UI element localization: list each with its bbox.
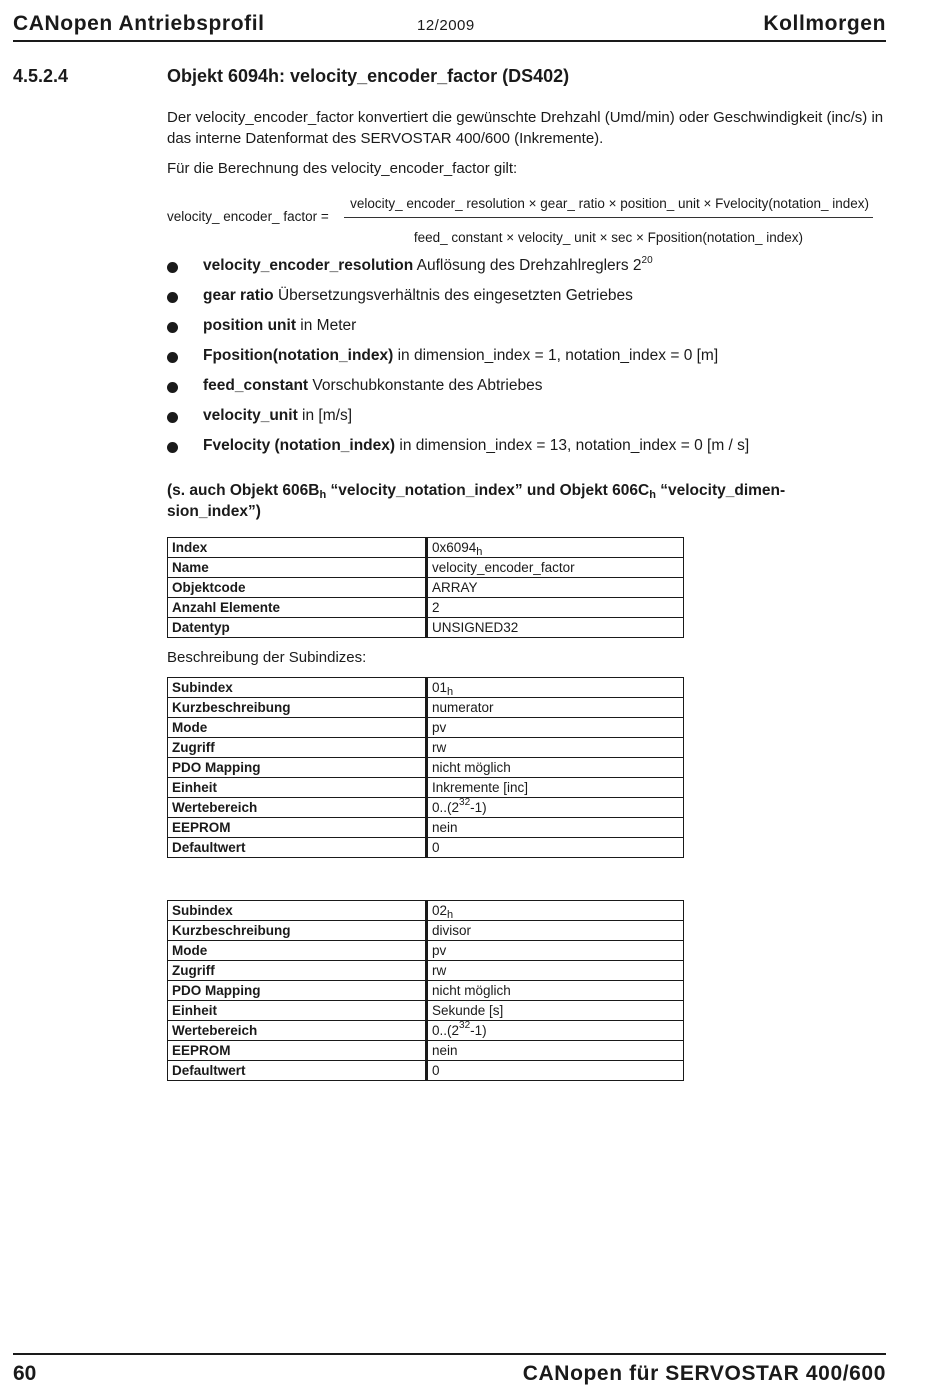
row-key: PDO Mapping	[168, 981, 427, 1001]
row-key: Zugriff	[168, 961, 427, 981]
row-value	[427, 798, 684, 818]
value-text: pv	[432, 943, 447, 958]
row-key: Wertebereich	[168, 798, 427, 818]
subindex-description: Beschreibung der Subindizes:	[167, 649, 367, 666]
table-row	[168, 1021, 684, 1041]
row-key: EEPROM	[168, 1041, 427, 1061]
value-text: nicht möglich	[432, 983, 511, 998]
footer-title: CANopen für SERVOSTAR 400/600	[522, 1362, 886, 1385]
value-text: 02	[432, 903, 448, 918]
value-text: 01	[432, 680, 448, 695]
value-text: 0	[432, 1063, 440, 1078]
table-row	[168, 901, 684, 921]
row-value	[427, 758, 684, 778]
table-row	[168, 698, 684, 718]
row-value	[427, 838, 684, 858]
row-key: Einheit	[168, 1001, 427, 1021]
value-text: Inkremente [inc]	[432, 780, 529, 795]
reference-note	[167, 480, 847, 522]
table-row	[168, 678, 684, 698]
table-row	[168, 1041, 684, 1061]
row-value	[427, 1061, 684, 1081]
note-hex-marker: h	[649, 489, 656, 501]
subindex-02-table	[167, 900, 684, 1081]
bullet-text: in dimension_index = 1, notation_index = 0 [m]	[393, 347, 719, 364]
row-value	[427, 818, 684, 838]
bullet-exponent: 20	[641, 255, 653, 266]
table-row	[168, 578, 684, 598]
row-value	[427, 921, 684, 941]
section-number: 4.5.2.4	[13, 66, 69, 86]
row-key: Einheit	[168, 778, 427, 798]
fraction-bar	[344, 217, 873, 218]
row-value	[427, 678, 684, 698]
row-value	[427, 558, 684, 578]
formula-numerator: velocity_ encoder_ resolution × gear_ ratio × position_ unit × Fvelocity(notation_ index)	[350, 196, 869, 211]
hex-marker: h	[447, 686, 454, 698]
hex-marker: h	[447, 909, 454, 921]
page-footer	[13, 1353, 886, 1395]
table-row	[168, 1001, 684, 1021]
row-key: Wertebereich	[168, 1021, 427, 1041]
note-text: “velocity_notation_index” und Objekt 606C	[326, 482, 650, 499]
value-tail: -1)	[470, 800, 487, 815]
value-text: rw	[432, 740, 447, 755]
value-text: nein	[432, 1043, 458, 1058]
value-text: 0..(2	[432, 800, 460, 815]
calculation-intro: Für die Berechnung des velocity_encoder_factor gilt:	[167, 160, 518, 177]
note-text: “velocity_dimen-sion_index”)	[167, 482, 786, 520]
table-row	[168, 598, 684, 618]
value-text: Sekunde [s]	[432, 1003, 504, 1018]
bullet-term: velocity_encoder_resolution	[203, 257, 414, 274]
page-number: 60	[13, 1362, 37, 1385]
bullet-term: Fvelocity (notation_index)	[203, 437, 396, 454]
formula-lhs: velocity_ encoder_ factor =	[167, 209, 329, 224]
table-row	[168, 618, 684, 638]
subindex-01-table	[167, 677, 684, 858]
intro-paragraph: Der velocity_encoder_factor konvertiert die gewünschte Drehzahl (Umd/min) oder Geschwindigkeit (inc/s) in das interne Datenformat des SERVOSTAR 400/600 (Inkremente).	[167, 109, 884, 147]
value-text: 0	[432, 840, 440, 855]
value-text: nein	[432, 820, 458, 835]
value-text: pv	[432, 720, 447, 735]
note-text: (s. auch Objekt 606B	[167, 482, 320, 499]
bullet-term: feed_constant	[203, 377, 309, 394]
table-row	[168, 738, 684, 758]
bullet-text: in dimension_index = 13, notation_index = 0 [m / s]	[395, 437, 750, 454]
value-text: divisor	[432, 923, 472, 938]
row-value	[427, 1021, 684, 1041]
exponent: 32	[459, 1020, 471, 1031]
table-row	[168, 718, 684, 738]
exponent: 32	[459, 797, 471, 808]
list-item	[167, 284, 749, 314]
bullet-icon	[167, 352, 178, 363]
list-item	[167, 374, 749, 404]
list-item	[167, 434, 749, 464]
table-row	[168, 558, 684, 578]
row-key: Objektcode	[168, 578, 427, 598]
list-item	[167, 344, 749, 374]
header-brand: Kollmorgen	[763, 12, 886, 35]
formula-denominator: feed_ constant × velocity_ unit × sec × Fposition(notation_ index)	[413, 230, 803, 245]
row-key: Name	[168, 558, 427, 578]
table-row	[168, 1061, 684, 1081]
bullet-term: velocity_unit	[203, 407, 298, 424]
bullet-icon	[167, 262, 178, 273]
row-value	[427, 1001, 684, 1021]
page-header	[13, 10, 886, 42]
row-key: Kurzbeschreibung	[168, 921, 427, 941]
row-value	[427, 618, 684, 638]
row-key: Defaultwert	[168, 1061, 427, 1081]
list-item	[167, 314, 749, 344]
row-value	[427, 538, 684, 558]
value-text: nicht möglich	[432, 760, 511, 775]
row-key: Subindex	[168, 901, 427, 921]
table-row	[168, 818, 684, 838]
row-key: Defaultwert	[168, 838, 427, 858]
row-value	[427, 718, 684, 738]
row-value	[427, 981, 684, 1001]
table-row	[168, 758, 684, 778]
list-item	[167, 254, 749, 284]
row-key: EEPROM	[168, 818, 427, 838]
bullet-text: Vorschubkonstante des Abtriebes	[308, 377, 543, 394]
value-text: UNSIGNED32	[432, 620, 519, 635]
value-text: numerator	[432, 700, 494, 715]
bullet-icon	[167, 442, 178, 453]
value-text: velocity_encoder_factor	[432, 560, 575, 575]
bullet-term: Fposition(notation_index)	[203, 347, 394, 364]
row-key: Anzahl Elemente	[168, 598, 427, 618]
bullet-text: in Meter	[295, 317, 357, 334]
row-value	[427, 598, 684, 618]
row-key: Kurzbeschreibung	[168, 698, 427, 718]
value-tail: -1)	[470, 1023, 487, 1038]
bullet-term: gear ratio	[203, 287, 274, 304]
note-hex-marker: h	[319, 489, 327, 501]
hex-marker: h	[476, 546, 483, 558]
value-text: 0x6094	[432, 540, 477, 555]
bullet-icon	[167, 412, 178, 423]
bullet-text: in [m/s]	[297, 407, 353, 424]
table-row	[168, 941, 684, 961]
value-text: 0..(2	[432, 1023, 460, 1038]
row-key: PDO Mapping	[168, 758, 427, 778]
value-text: ARRAY	[432, 580, 478, 595]
formula	[167, 193, 873, 251]
row-value	[427, 1041, 684, 1061]
bullet-term: position unit	[203, 317, 296, 334]
value-text: rw	[432, 963, 447, 978]
row-value	[427, 901, 684, 921]
header-title: CANopen Antriebsprofil	[13, 12, 265, 35]
value-text: 2	[432, 600, 440, 615]
row-value	[427, 941, 684, 961]
bullet-text: Auflösung des Drehzahlreglers 2	[413, 257, 642, 274]
section-title: Objekt 6094h: velocity_encoder_factor (DS402)	[167, 66, 570, 86]
table-row	[168, 538, 684, 558]
row-value	[427, 961, 684, 981]
bullet-icon	[167, 382, 178, 393]
table-row	[168, 961, 684, 981]
row-key: Index	[168, 538, 427, 558]
row-value	[427, 578, 684, 598]
object-table	[167, 537, 684, 638]
definition-list	[167, 254, 749, 464]
list-item	[167, 404, 749, 434]
row-value	[427, 738, 684, 758]
row-key: Subindex	[168, 678, 427, 698]
table-row	[168, 798, 684, 818]
row-value	[427, 698, 684, 718]
bullet-text: Übersetzungsverhältnis des eingesetzten Getriebes	[273, 287, 633, 304]
table-row	[168, 778, 684, 798]
bullet-icon	[167, 292, 178, 303]
row-key: Zugriff	[168, 738, 427, 758]
table-row	[168, 981, 684, 1001]
table-row	[168, 921, 684, 941]
bullet-icon	[167, 322, 178, 333]
header-date: 12/2009	[417, 17, 475, 34]
row-key: Datentyp	[168, 618, 427, 638]
row-key: Mode	[168, 941, 427, 961]
table-row	[168, 838, 684, 858]
row-key: Mode	[168, 718, 427, 738]
row-value	[427, 778, 684, 798]
